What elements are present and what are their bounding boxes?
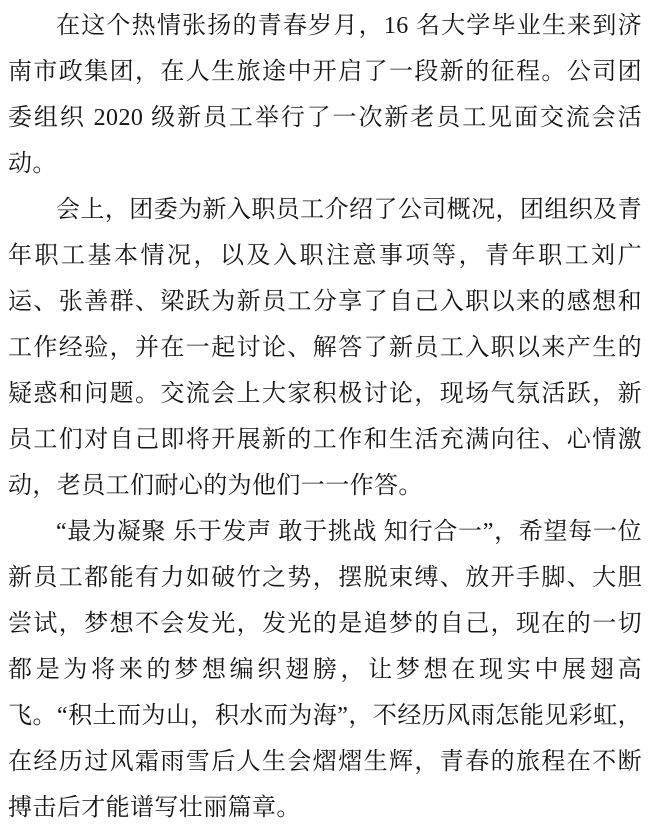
paragraph-slogan-and-wishes: “最为凝聚 乐于发声 敢于挑战 知行合一”，希望每一位新员工都能有力如破竹之势，摆脱束缚、放开手脚、大胆尝试，梦想不会发光，发光的是追梦的自己，现在的一切都是为将来的梦想编织翅膀，让梦想在现实中展翅高飞。“积土而为山，积水而为海”，不经历风雨怎能见彩虹，在经历过风霜雨雪后人生会熠熠生辉，青春的旅程在不断搏击后才能谱写壮丽篇章。 bbox=[8, 519, 642, 821]
paragraph-meeting-details: 会上，团委为新入职员工介绍了公司概况，团组织及青年职工基本情况，以及入职注意事项等，青年职工刘广运、张善群、梁跃为新员工分享了自己入职以来的感想和工作经验，并在一起讨论、解答了新员工入职以来产生的疑惑和问题。交流会上大家积极讨论，现场气氛活跃，新员工们对自己即将开展新的工作和生活充满向往、心情激动，老员工们耐心的为他们一一作答。 bbox=[8, 197, 642, 499]
paragraph-intro: 在这个热情张扬的青春岁月，16 名大学毕业生来到济南市政集团，在人生旅途中开启了一段新的征程。公司团委组织 2020 级新员工举行了一次新老员工见面交流会活动。 bbox=[8, 13, 642, 177]
